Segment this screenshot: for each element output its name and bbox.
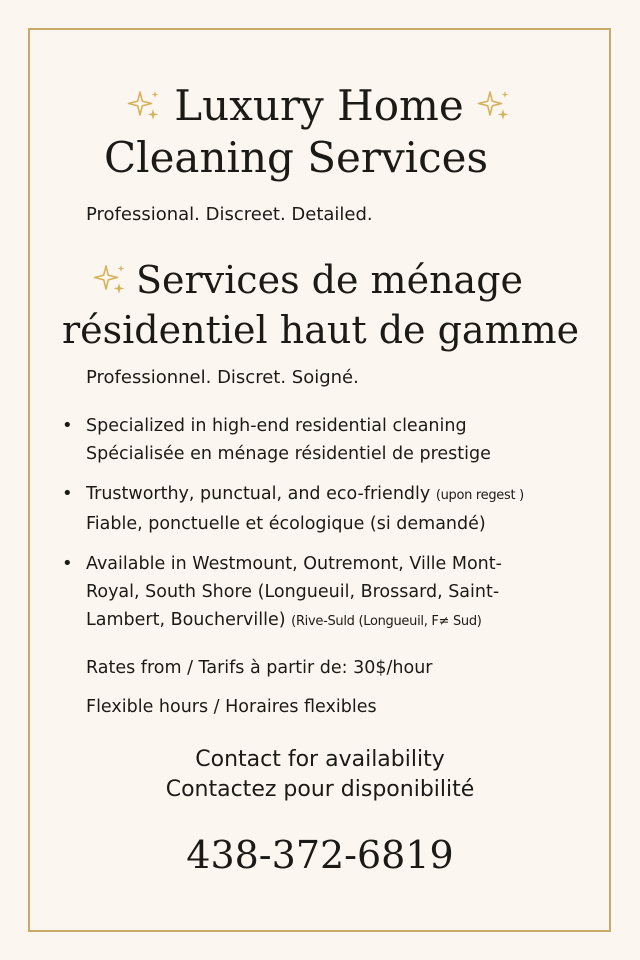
title-fr: [62, 255, 602, 355]
bullet-line: Spécialisée en ménage résidentiel de prestige: [86, 444, 491, 464]
title-fr-line2: résidentiel haut de gamme: [62, 308, 580, 352]
bullet-dot: •: [62, 415, 73, 436]
tagline-en: Professional. Discreet. Detailed.: [86, 204, 373, 225]
bullet-line: Available in Westmount, Outremont, Ville Mont-: [86, 554, 502, 574]
bullet-note: (Rive-Suld (Longueuil, F≠ Sud): [291, 614, 482, 629]
bullet-line: Specialized in high-end residential cleaning: [86, 416, 467, 436]
list-item: [62, 480, 582, 538]
list-item: [62, 550, 582, 636]
bullet-dot: •: [62, 483, 73, 504]
bullet-line: Lambert, Boucherville): [86, 610, 286, 630]
bullet-line: Fiable, ponctuelle et écologique (si demandé): [86, 514, 486, 534]
contact-block: [40, 745, 600, 805]
list-item: [62, 412, 582, 468]
sparkles-icon: [124, 86, 164, 126]
contact-line-en: Contact for availability: [195, 747, 445, 772]
contact-line-fr: Contactez pour disponibilité: [165, 777, 475, 802]
sparkles-icon: [90, 260, 130, 300]
bullet-list: [62, 412, 582, 648]
bullet-line: Trustworthy, punctual, and eco-friendly: [86, 484, 431, 504]
title-fr-line1: Services de ménage: [136, 258, 524, 302]
bullet-dot: •: [62, 553, 73, 574]
phone-number: 438-372-6819: [186, 833, 454, 877]
sparkles-icon: [474, 86, 514, 126]
tagline-fr: Professionnel. Discret. Soigné.: [86, 367, 359, 388]
title-en: [104, 80, 564, 184]
hours-text: Flexible hours / Horaires flexibles: [86, 697, 377, 717]
rates-text: Rates from / Tarifs à partir de: 30$/hour: [86, 658, 433, 678]
bullet-line: Royal, South Shore (Longueuil, Brossard, Saint-: [86, 582, 500, 602]
title-en-line1: Luxury Home: [174, 81, 464, 130]
title-en-line2: Cleaning Services: [104, 133, 489, 182]
bullet-note: (upon regest ͏): [435, 488, 524, 503]
